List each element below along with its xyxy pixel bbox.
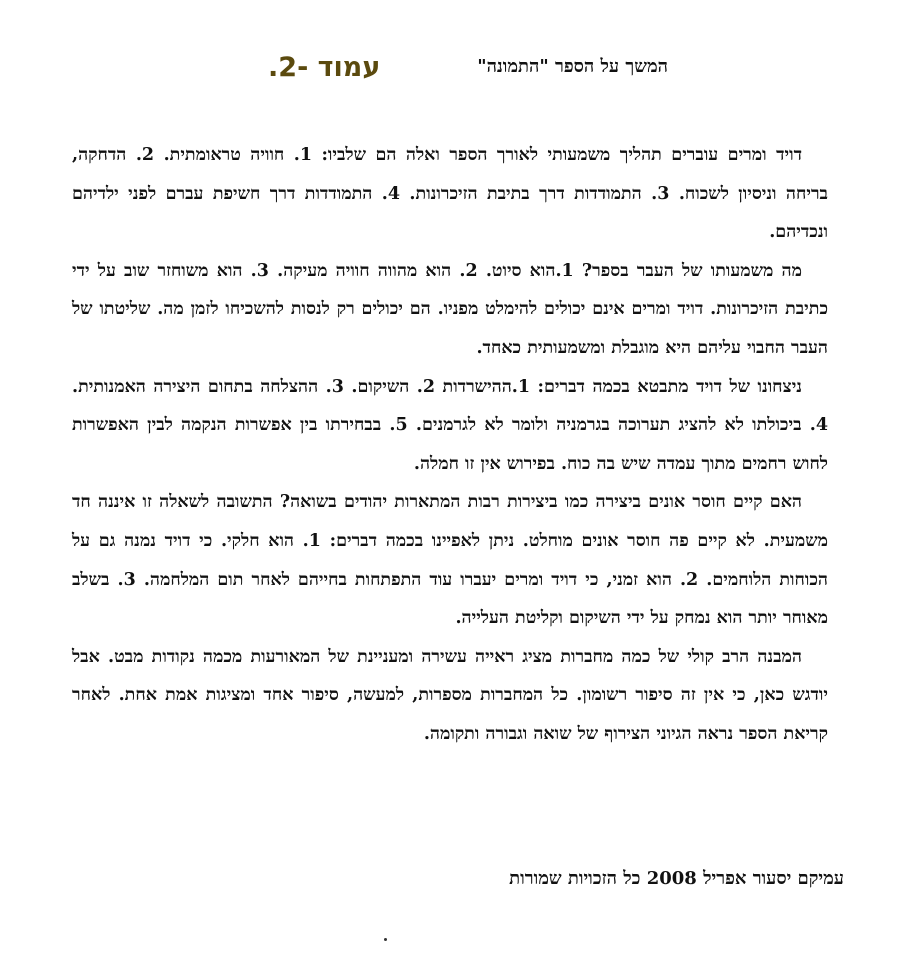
paragraph-structure: המבנה הרב קולי של כמה מחברות מציג ראייה עשירה ומעניינת של המאורעות מכמה נקודות מבט. אבל יודגש כאן, כי אין זה סיפור רשומון. כל המחברות מספרות, למעשה, סיפור אחד ומציגות אמת אחת. לאחר קריאת הספר נראה הגיוני הצירוף של שואה וגבורה ותקומה. [72,646,828,744]
paragraph-past-meaning: מה משמעותו של העבר בספר? 1.הוא סיוט. 2. הוא מהווה חוויה מעיקה. 3. הוא משוחזר שוב על ידי כתיבת הזיכרונות. דויד ומרים אינם יכולים להימלט מפניו. הם יכולים רק לנסות להשכיחו לזמן מה. שליטתו של העבר החבוי עליהם היא מוגבלת ומשמעותית כאחד. [72,260,828,358]
paragraph-victory: ניצחונו של דויד מתבטא בכמה דברים: 1.ההישרדות 2. השיקום. 3. ההצלחה בתחום היצירה האמנותית. 4. ביכולתו לא להציג תערוכה בגרמניה ולומר לא לגרמנים. 5. בבחירתו בין אפשרות הנקמה לבין האפשרות לחוש רחמים מתוך עמדה שיש בה כוח. בפירוש אין זו חמלה. [72,376,828,474]
document-body [72,136,828,754]
page-header [0,44,900,94]
page-number: עמוד -2. [268,52,381,83]
paragraph-stages: דויד ומרים עוברים תהליך משמעותי לאורך הספר ואלה הם שלביו: 1. חוויה טראומתית. 2. הדחקה, בריחה וניסיון לשכוח. 3. התמודדות דרך בתיבת הזיכרונות. 4. התמודדות דרך חשיפת עברם לפני ילדיהם ונכדיהם. [72,145,828,243]
copyright-signature: עמיקם יסעור אפריל 2008 כל הזכויות שמורות [509,868,844,889]
scan-speck [384,938,387,941]
book-title: המשך על הספר "התמונה" [477,56,668,77]
paragraph-helplessness: האם קיים חוסר אונים ביצירה כמו ביצירות רבות המתארות יהודים בשואה? התשובה לשאלה זו איננה חד משמעית. לא קיים פה חוסר אונים מוחלט. ניתן לאפיינו בכמה דברים: 1. הוא חלקי. כי דויד נמנה גם על הכוחות הלוחמים. 2. הוא זמני, כי דויד ומרים יעברו עוד התפתחות בחייהם לאחר תום המלחמה. 3. בשלב מאוחר יותר הוא נמחק על ידי השיקום וקליטת העלייה. [72,492,829,629]
